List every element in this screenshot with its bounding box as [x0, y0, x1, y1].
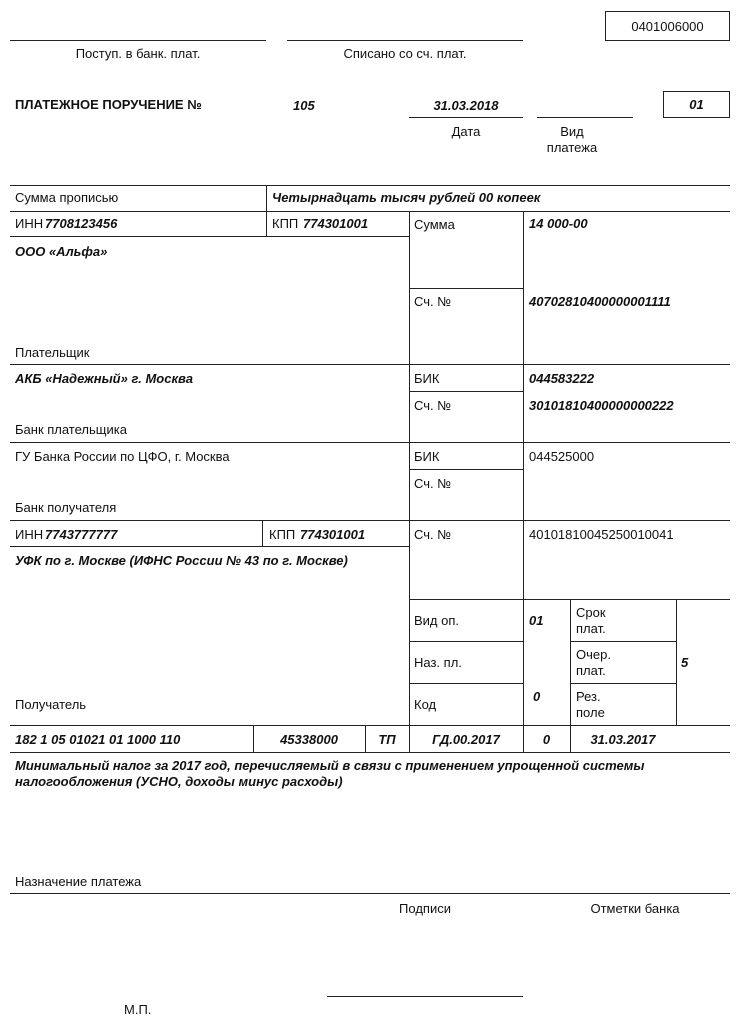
- tax-row-period: ГД.00.2017: [432, 732, 500, 747]
- payer-inn-label: ИНН: [15, 216, 44, 231]
- sum-words-label: Сумма прописью: [15, 190, 119, 205]
- recipient-account: 40101810045250010041: [529, 527, 674, 542]
- document-title: ПЛАТЕЖНОЕ ПОРУЧЕНИЕ №: [15, 97, 202, 112]
- reserve-field-label-2: поле: [576, 705, 605, 720]
- recipient-bank-account-label: Сч. №: [414, 476, 452, 491]
- sum-words-bottom-line: [10, 211, 730, 212]
- payer-inn-kpp-divider: [266, 211, 267, 236]
- debited-line: [287, 40, 523, 41]
- tax-row-basis: ТП: [378, 732, 396, 747]
- sum-words-top-line: [10, 185, 730, 186]
- debited-label: Списано со сч. плат.: [343, 46, 467, 61]
- date-label: Дата: [451, 124, 481, 139]
- operation-type-label: Вид оп.: [414, 613, 460, 628]
- payment-order-label-1: Очер.: [576, 647, 611, 662]
- payer-inn: 7708123456: [45, 216, 118, 231]
- tax-row-doc-number: 0: [542, 732, 551, 747]
- form-code: 0401006000: [631, 19, 704, 34]
- payer-sum: 14 000-00: [529, 216, 588, 231]
- tax-row-doc-date: 31.03.2017: [590, 732, 656, 747]
- payer-sum-bottom-line: [409, 288, 523, 289]
- operation-row-line-2b: [570, 683, 676, 684]
- payment-order: 5: [681, 655, 689, 670]
- operation-code-label: Код: [414, 697, 437, 712]
- operation-code: 0: [533, 689, 541, 704]
- payer-bank-bik: 044583222: [529, 371, 595, 386]
- recipient-inn-kpp-divider: [262, 520, 263, 546]
- payment-order-label-2: плат.: [576, 663, 606, 678]
- recipient-inn-bottom-line: [10, 546, 409, 547]
- operation-row-line-1b: [570, 641, 676, 642]
- signature-line: [327, 996, 523, 997]
- signatures-label: Подписи: [399, 901, 451, 916]
- sum-words-divider: [266, 185, 267, 211]
- stamp-label: М.П.: [124, 1002, 152, 1017]
- payer-bank-name: АКБ «Надежный» г. Москва: [15, 371, 193, 386]
- recipient-bank-bik-line: [409, 469, 523, 470]
- recipient-name: УФК по г. Москве (ИФНС России № 43 по г. Москве): [15, 553, 348, 568]
- bank-marks-label: Отметки банка: [590, 901, 680, 916]
- payment-term-label-2: плат.: [576, 621, 606, 636]
- purpose-label: Назначение платежа: [15, 874, 142, 889]
- recipient-bank-name: ГУ Банка России по ЦФО, г. Москва: [15, 449, 230, 464]
- reserve-field-label-1: Рез.: [576, 689, 601, 704]
- payer-kpp: 774301001: [303, 216, 369, 231]
- purpose-line-2: налогообложения (УСНО, доходы минус расходы): [15, 774, 343, 789]
- recipient-bank-label: Банк получателя: [15, 500, 117, 515]
- payer-inn-bottom-line: [10, 236, 409, 237]
- purpose-bottom-line: [10, 893, 730, 894]
- recipient-kpp: 774301001: [300, 527, 366, 542]
- recipient-bank-bik-label: БИК: [414, 449, 440, 464]
- payer-bank-account: 30101810400000000222: [529, 398, 674, 413]
- payer-bank-bik-line: [409, 391, 523, 392]
- payer-bank-label: Банк плательщика: [15, 422, 127, 437]
- payer-kpp-label: КПП: [272, 216, 299, 231]
- tax-row-oktmo: 45338000: [280, 732, 338, 747]
- left-column-line: [409, 211, 410, 752]
- operation-row-line-1: [409, 641, 523, 642]
- payment-type-label-1: Вид: [560, 124, 584, 139]
- payer-label: Плательщик: [15, 345, 90, 360]
- recipient-bank-bik: 044525000: [529, 449, 595, 464]
- status-code: 01: [689, 97, 704, 112]
- payer-account-label: Сч. №: [414, 294, 452, 309]
- payer-bank-bik-label: БИК: [414, 371, 440, 386]
- operation-value-column: [676, 599, 677, 725]
- operation-mid-column: [523, 599, 524, 752]
- sum-words-value: Четырнадцать тысяч рублей 00 копеек: [272, 190, 541, 205]
- payer-sum-label: Сумма: [414, 217, 455, 232]
- recipient-bank-bottom-line: [10, 520, 730, 521]
- received-line: [10, 40, 266, 41]
- document-number: 105: [293, 98, 315, 113]
- operation-type: 01: [529, 613, 544, 628]
- right-column-line: [523, 211, 524, 599]
- recipient-label: Получатель: [15, 697, 87, 712]
- operation-row-line-2: [409, 683, 523, 684]
- operation-label-column: [570, 599, 571, 752]
- payer-bottom-line: [10, 364, 730, 365]
- recipient-bottom-line: [10, 725, 730, 726]
- received-label: Поступ. в банк. плат.: [75, 46, 201, 61]
- recipient-inn-label: ИНН: [15, 527, 44, 542]
- date-line: [409, 117, 523, 118]
- payer-bank-account-label: Сч. №: [414, 398, 452, 413]
- payment-purpose-code-label: Наз. пл.: [414, 655, 462, 670]
- payment-type-line: [537, 117, 633, 118]
- recipient-kpp-label: КПП: [269, 527, 296, 542]
- recipient-account-label: Сч. №: [414, 527, 452, 542]
- payer-name: ООО «Альфа»: [15, 244, 108, 259]
- tax-row-bottom-line: [10, 752, 730, 753]
- payment-type-label-2: платежа: [546, 140, 598, 155]
- recipient-inn: 7743777777: [45, 527, 118, 542]
- document-date: 31.03.2018: [433, 98, 499, 113]
- tax-row-kbk: 182 1 05 01021 01 1000 110: [15, 732, 181, 747]
- purpose-line-1: Минимальный налог за 2017 год, перечисляемый в связи с применением упрощенной системы: [15, 758, 645, 773]
- payer-account: 40702810400000001111: [529, 294, 671, 309]
- payer-bank-bottom-line: [10, 442, 730, 443]
- payment-term-label-1: Срок: [576, 605, 606, 620]
